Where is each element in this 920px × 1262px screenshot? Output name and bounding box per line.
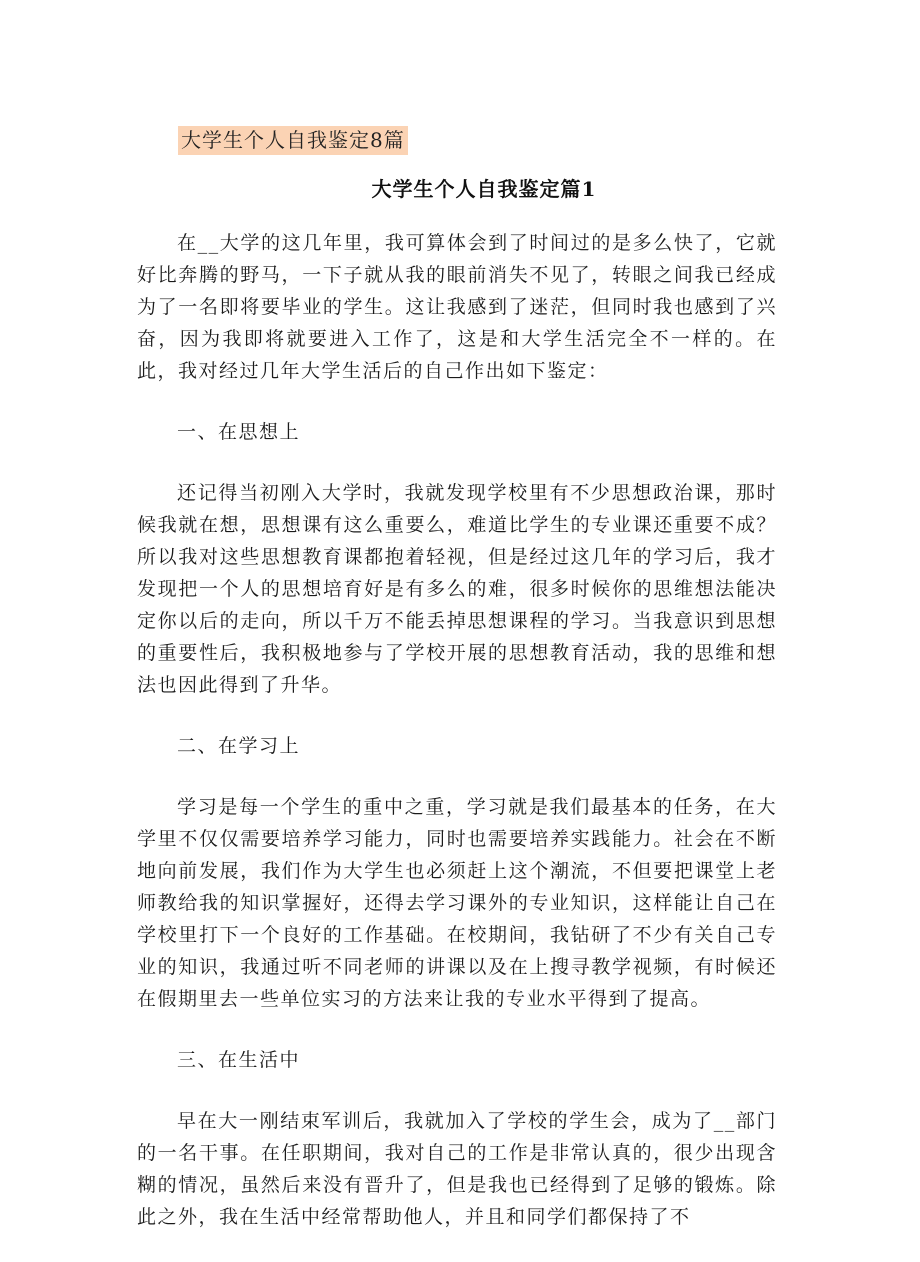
subhead-thought: 一、在思想上 — [177, 421, 301, 443]
study-paragraph: 学习是每一个学生的重中之重，学习就是我们最基本的任务，在大学里不仅仅需要培养学习能力，同时也需要培养实践能力。社会在不断地向前发展，我们作为大学生也必须赶上这个潮流，不但要把课堂上老师教给我的知识掌握好，还得去学习课外的专业知识，这样能让自己在学校里打下一个良好的工作基础。在校期间，我钻研了不少有关自己专业的知识，我通过听不同老师的讲课以及在上搜寻教学视频，有时候还在假期里去一些单位实习的方法来让我的专业水平得到了提高。 — [137, 796, 777, 1010]
document-body — [137, 227, 777, 1262]
subhead-study: 二、在学习上 — [177, 735, 301, 757]
document-heading: 大学生个人自我鉴定8篇 — [178, 126, 408, 155]
subhead-life: 三、在生活中 — [177, 1049, 301, 1071]
intro-paragraph: 在__大学的这几年里，我可算体会到了时间过的是多么快了，它就好比奔腾的野马，一下子就从我的眼前消失不见了，转眼之间我已经成为了一名即将要毕业的学生。这让我感到了迷茫，但同时我也感到了兴奋，因为我即将就要进入工作了，这是和大学生活完全不一样的。在此，我对经过几年大学生活后的自己作出如下鉴定： — [137, 232, 777, 382]
section-title: 大学生个人自我鉴定篇1 — [371, 177, 597, 201]
thought-paragraph: 还记得当初刚入大学时，我就发现学校里有不少思想政治课，那时候我就在想，思想课有这么重要么，难道比学生的专业课还重要不成？所以我对这些思想教育课都抱着轻视，但是经过这几年的学习后，我才发现把一个人的思想培育好是有多么的难，很多时候你的思维想法能决定你以后的走向，所以千万不能丢掉思想课程的学习。当我意识到思想的重要性后，我积极地参与了学校开展的思想教育活动，我的思维和想法也因此得到了升华。 — [137, 482, 777, 696]
life-paragraph: 早在大一刚结束军训后，我就加入了学校的学生会，成为了__部门的一名干事。在任职期间，我对自己的工作是非常认真的，很少出现含糊的情况，虽然后来没有晋升了，但是我也已经得到了足够的锻炼。除此之外，我在生活中经常帮助他人，并且和同学们都保持了不 — [137, 1110, 777, 1228]
